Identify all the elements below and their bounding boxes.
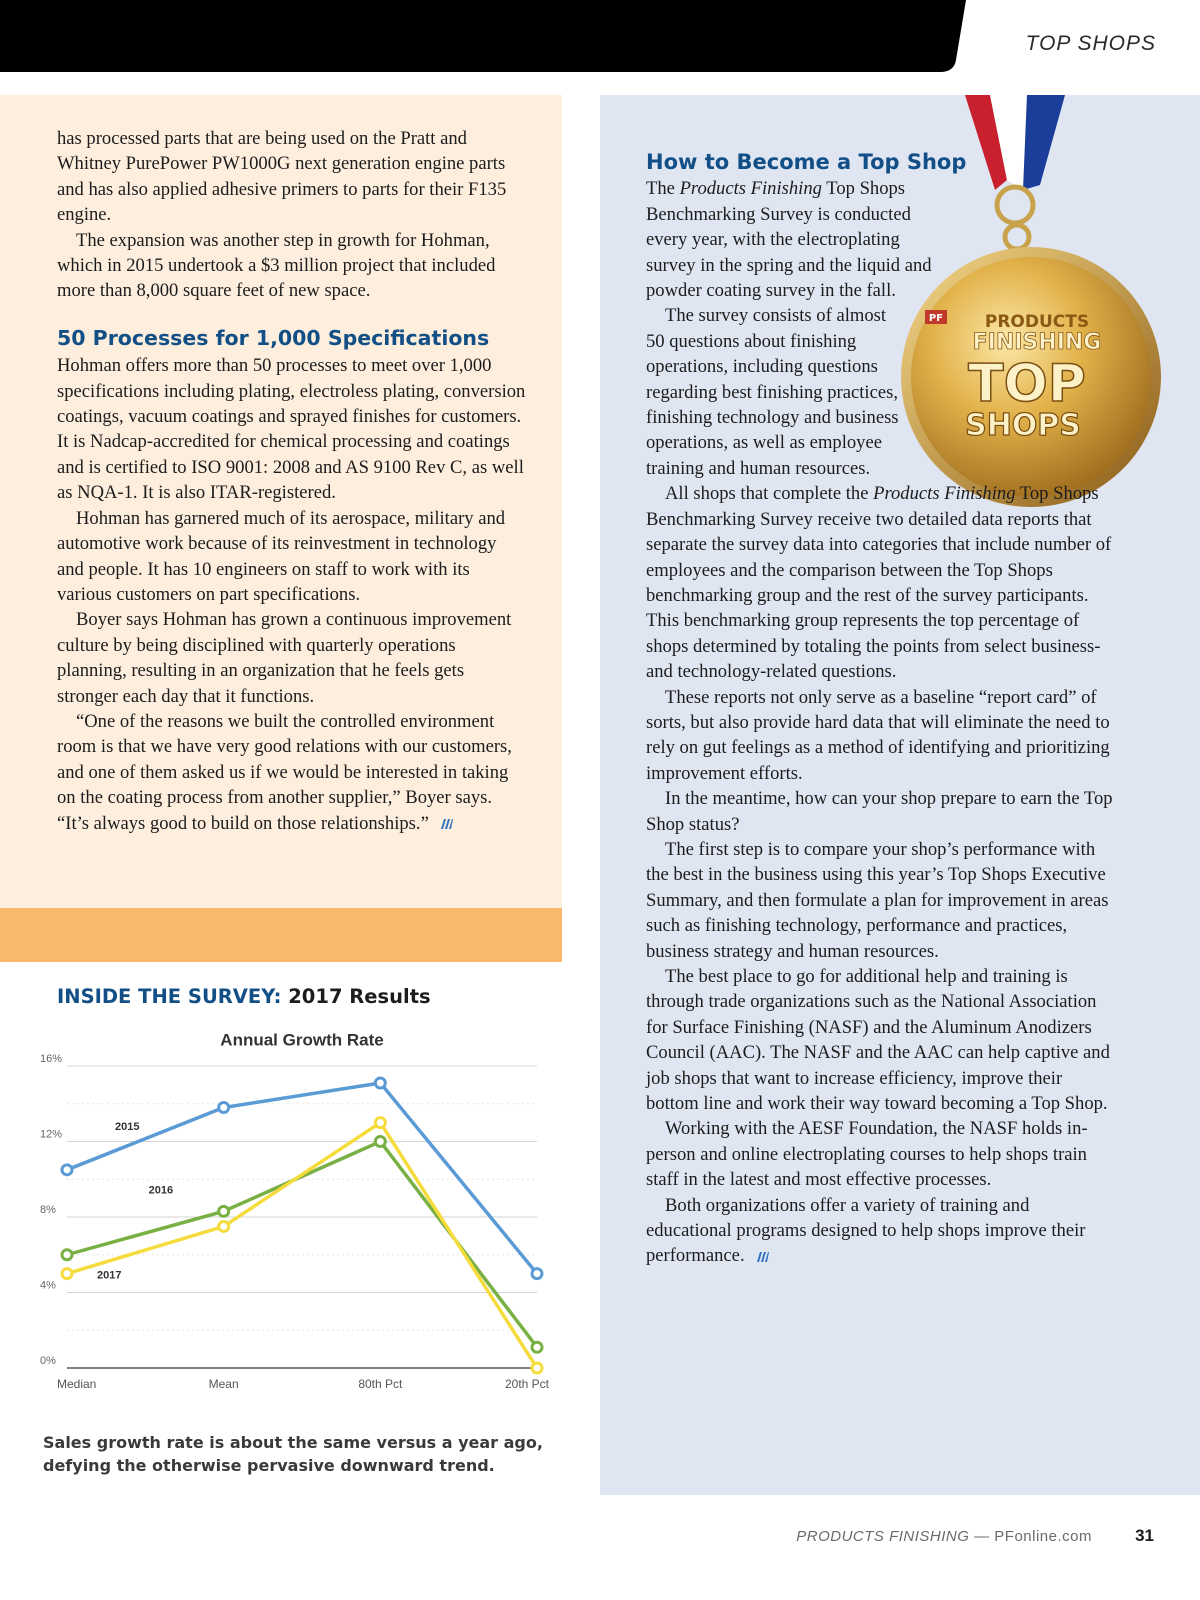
paragraph: Hohman has garnered much of its aerospace, military and automotive work because of its reinvestment in technology and people. It has 10 engineers on staff to work with its various customers on part specifications.: [57, 507, 506, 605]
chart-title: Annual Growth Rate: [220, 1030, 384, 1050]
series-line-2016: [67, 1142, 537, 1348]
text-run: All shops that complete the: [665, 483, 874, 505]
data-point-2017: [532, 1363, 542, 1373]
medal-line3: TOP: [968, 354, 1086, 414]
paragraph: [646, 481, 1114, 684]
survey-label: INSIDE THE SURVEY:: [57, 985, 282, 1008]
x-tick-label: 20th Pct: [504, 1377, 549, 1391]
y-tick-label: 16%: [40, 1053, 63, 1065]
data-point-2017: [62, 1269, 72, 1279]
publication-name: Products Finishing: [873, 483, 1016, 505]
growth-rate-chart: [30, 1030, 560, 1415]
data-point-2017: [375, 1118, 385, 1128]
data-point-2015: [62, 1165, 72, 1175]
paragraph: Hohman offers more than 50 processes to meet over 1,000 specifications including plating, electroless plating, conversion coatings, vacuum coatings and sprayed finishes for customers. It is Nadcap-accredited for chemical processing and coatings and is certified to ISO 9001: 2008 and AS 9100 Rev C, as well as NQA-1. It is also ITAR-registered.: [57, 355, 526, 504]
data-point-2015: [375, 1078, 385, 1088]
y-tick-label: 12%: [40, 1128, 63, 1141]
series-label-2016: 2016: [148, 1184, 174, 1197]
y-tick-label: 0%: [40, 1355, 56, 1367]
paragraph: These reports not only serve as a baseline “report card” of sorts, but also provide hard data that will eliminate the need to rely on gut feelings as a method of identifying and prioritizing improvement efforts.: [646, 686, 1110, 784]
paragraph: has processed parts that are being used on the Pratt and Whitney PurePower PW1000G next generation engine parts and has also applied adhesive primers to parts for their F135 engine.: [57, 128, 507, 226]
data-point-2016: [219, 1206, 229, 1216]
medal-line4: SHOPS: [965, 408, 1081, 443]
medal-line1: PRODUCTS: [984, 312, 1090, 332]
medal-badge-text: PF: [928, 313, 944, 324]
text-run: Top Shops Benchmarking Survey is conducted every year, with the electroplating survey in the spring and the liquid and powder coating survey in the fall.: [646, 178, 932, 302]
paragraph: The best place to go for additional help and training is through trade organizations such as the National Association for Surface Finishing (NASF) and the Aluminum Anodizers Council (AAC). The NASF and the AAC can help captive and job shops that want to increase efficiency, improve their bottom line and work their way toward becoming a Top Shop.: [646, 966, 1110, 1115]
accent-band: [0, 908, 562, 962]
paragraph: [646, 176, 936, 303]
footer-site-link[interactable]: PFonline.com: [994, 1528, 1092, 1545]
y-tick-label: 8%: [40, 1204, 56, 1216]
right-article-column: [646, 150, 1114, 1269]
series-label-2017: 2017: [97, 1269, 122, 1282]
survey-title: [57, 985, 431, 1008]
section-label: TOP SHOPS: [1025, 32, 1156, 55]
text-run: The: [646, 178, 680, 200]
footer-credit: [796, 1528, 1092, 1545]
paragraph: Boyer says Hohman has grown a continuous improvement culture by being disciplined with quarterly operations planning, resulting in an organization that he feels gets stronger each day that it functions.: [57, 609, 512, 707]
series-line-2017: [67, 1120, 537, 1368]
footer-publication: PRODUCTS FINISHING: [796, 1528, 970, 1545]
paragraph-last: [646, 1193, 1114, 1269]
footer-separator: —: [969, 1528, 995, 1545]
x-tick-label: 80th Pct: [358, 1377, 403, 1391]
paragraph-text: “One of the reasons we built the controlled environment room is that we have very good relations with our customers, and one of them asked us if we would be interested in taking on the coating process from another supplier,” Boyer says. “It’s always good to build on those relationships.”: [57, 710, 512, 834]
data-point-2016: [532, 1342, 542, 1352]
paragraph: The expansion was another step in growth for Hohman, which in 2015 undertook a $3 million project that included more than 8,000 square feet of new space.: [57, 229, 496, 302]
y-tick-label: 4%: [40, 1279, 56, 1292]
publication-name: Products Finishing: [679, 178, 822, 200]
header-bar: [0, 0, 1200, 72]
data-point-2016: [62, 1250, 72, 1260]
x-tick-label: Mean: [208, 1377, 239, 1391]
section-heading: 50 Processes for 1,000 Specifications: [57, 325, 490, 350]
left-article-column: [57, 126, 527, 836]
paragraph: Working with the AESF Foundation, the NASF holds in-person and online electroplating courses to help shops train staff in the latest and most effective processes.: [646, 1118, 1088, 1191]
paragraph: The survey consists of almost 50 questions about finishing operations, including questions regarding best finishing practices, finishing technology and business operations, as well as employee training and human resources.: [646, 305, 899, 479]
series-label-2015: 2015: [115, 1120, 140, 1133]
data-point-2015: [532, 1269, 542, 1279]
end-mark-icon: [755, 1252, 769, 1262]
data-point-2017: [219, 1221, 229, 1231]
survey-year-title: 2017 Results: [288, 985, 431, 1008]
text-run: Top Shops Benchmarking Survey receive two detailed data reports that separate the survey data into categories that include number of employees and the comparison between the Top Shops benchmarking group and the rest of the survey participants. This benchmarking group represents the top percentage of shops determined by totaling the points from select business- and technology-related questions.: [646, 483, 1112, 683]
x-tick-label: Median: [57, 1377, 97, 1391]
paragraph: In the meantime, how can your shop prepare to earn the Top Shop status?: [646, 788, 1113, 835]
paragraph-last: [57, 709, 527, 836]
page-number: 31: [1135, 1526, 1154, 1545]
paragraph: The first step is to compare your shop’s performance with the best in the business using this year’s Top Shops Executive Summary, and then formulate a plan for improvement in areas such as finishing technology, performance and practices, business strategy and human resources.: [646, 838, 1109, 962]
sidebar-heading: How to Become a Top Shop: [646, 150, 967, 174]
chart-caption: Sales growth rate is about the same versus a year ago, defying the otherwise pervasive downward trend.: [43, 1433, 543, 1475]
medal-line2: FINISHING: [972, 330, 1102, 355]
data-point-2015: [219, 1103, 229, 1113]
data-point-2016: [375, 1137, 385, 1147]
end-mark-icon: [439, 819, 453, 829]
paragraph-text: Both organizations offer a variety of training and educational programs designed to help shops improve their performance.: [646, 1194, 1086, 1267]
